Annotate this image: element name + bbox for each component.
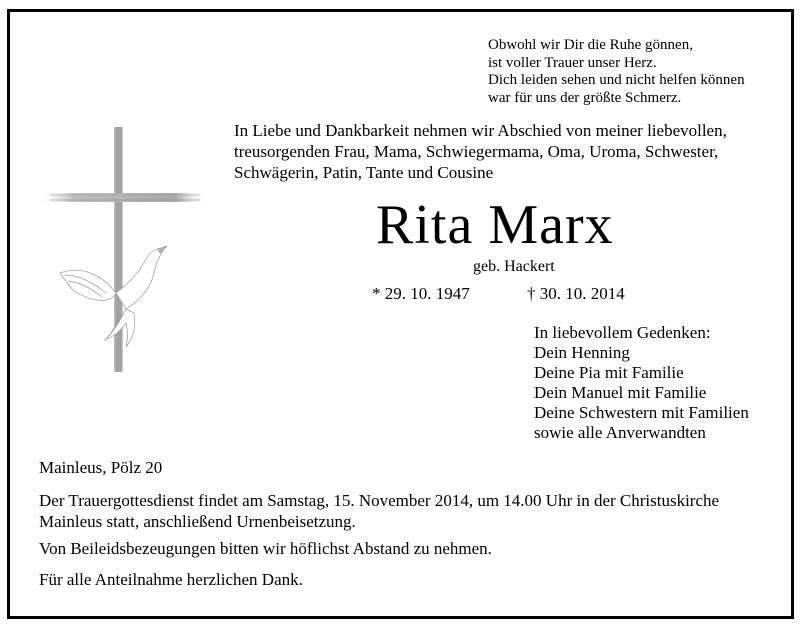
mourner: Dein Manuel mit Familie <box>534 383 707 402</box>
birth-name: geb. Hackert <box>473 258 555 275</box>
birth-date: * 29. 10. 1947 <box>372 284 470 303</box>
service-info <box>39 490 719 532</box>
intro-text <box>234 120 727 183</box>
poem-line: Dich leiden sehen und nicht helfen können <box>488 72 745 88</box>
intro-line: Schwägerin, Patin, Tante und Cousine <box>234 163 494 182</box>
poem-line: Obwohl wir Dir die Ruhe gönnen, <box>488 37 693 53</box>
thanks-note: Für alle Anteilnahme herzlichen Dank. <box>39 570 303 589</box>
intro-line: In Liebe und Dankbarkeit nehmen wir Abschied von meiner liebevollen, <box>234 121 727 140</box>
mourner: Deine Schwestern mit Familien <box>534 403 749 422</box>
deceased-name: Rita Marx <box>376 194 614 256</box>
cross-with-dove-icon <box>30 125 215 375</box>
poem <box>488 37 745 107</box>
poem-line: ist voller Trauer unser Herz. <box>488 54 657 71</box>
intro-line: treusorgenden Frau, Mama, Schwiegermama, Oma, Uroma, Schwester, <box>234 142 719 161</box>
service-line: Der Trauergottesdienst findet am Samstag, 15. November 2014, um 14.00 Uhr in der Christuskirche <box>39 491 720 510</box>
mourners-list <box>534 323 749 443</box>
mourner: Dein Henning <box>534 343 630 362</box>
address: Mainleus, Pölz 20 <box>39 458 163 477</box>
mourner: sowie alle Anverwandten <box>534 423 706 442</box>
mourner: Deine Pia mit Familie <box>534 363 684 382</box>
condolence-request: Von Beileidsbezeugungen bitten wir höflichst Abstand zu nehmen. <box>39 539 492 558</box>
obituary-frame <box>7 9 794 619</box>
service-line: Mainleus statt, anschließend Urnenbeisetzung. <box>39 512 356 531</box>
death-date: † 30. 10. 2014 <box>527 284 625 303</box>
poem-line: war für uns der größte Schmerz. <box>488 89 682 106</box>
mourners-heading: In liebevollem Gedenken: <box>534 323 711 342</box>
